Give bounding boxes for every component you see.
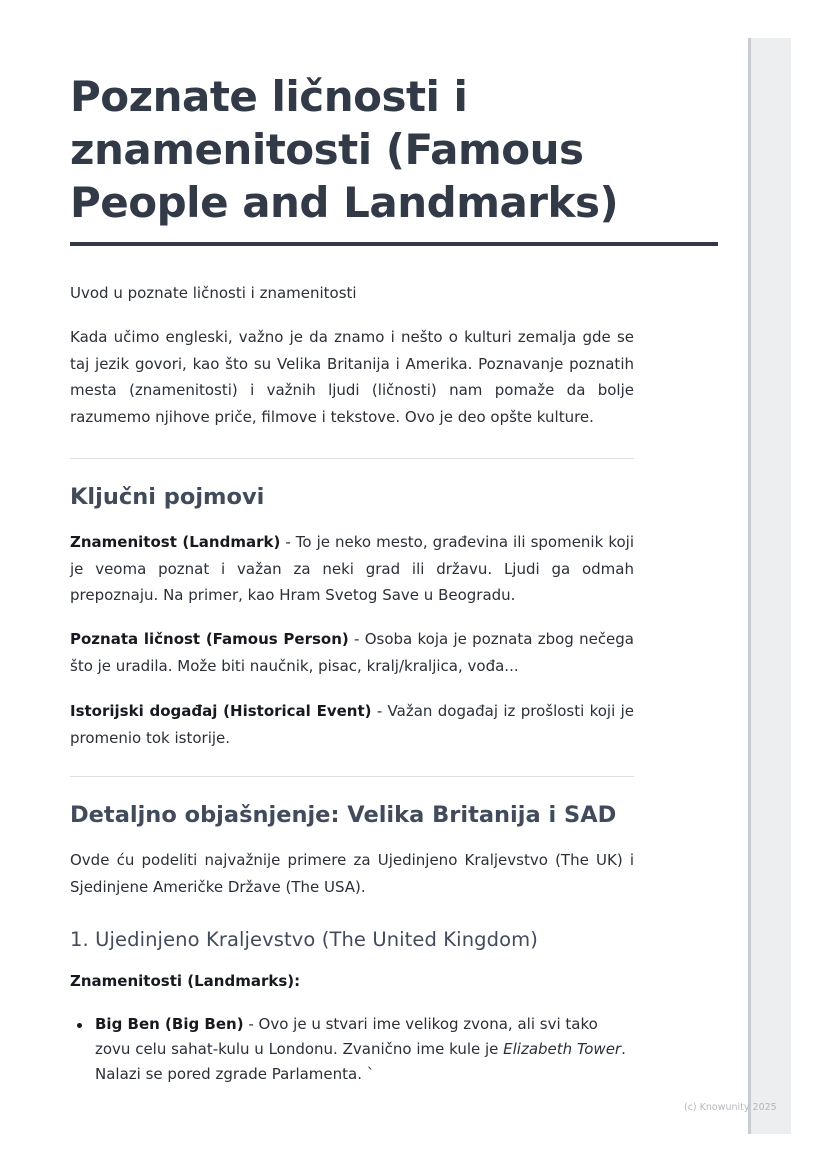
list-item [70,1012,634,1087]
definition-text: - Važan događaj iz prošlosti koji je promenio tok istorije. [70,702,634,747]
definition-term: Znamenitost (Landmark) [70,533,281,551]
intro-paragraph: Kada učimo engleski, važno je da znamo i nešto o kulturi zemalja gde se taj jezik govori, kao što su Velika Britanija i Amerika. Poznavanje poznatih mesta (znamenitosti) i važnih ljudi (ličnosti) nam pomaže da bolje razumemo njihove priče, filmove i tekstove. Ovo je deo opšte kulture. [70,328,634,426]
title-underline [70,242,718,246]
uk-heading: 1. Ujedinjeno Kraljevstvo (The United Kingdom) [70,928,538,951]
key-terms-heading: Ključni pojmovi [70,484,265,510]
definition-historical-event [70,698,634,751]
landmark-name: Big Ben (Big Ben) [95,1015,244,1033]
landmarks-list [70,1012,634,1087]
intro-heading: Uvod u poznate ličnosti i znamenitosti [70,284,357,302]
page-title: Poznate ličnosti i znamenitosti (Famous People and Landmarks) [70,72,619,227]
definition-landmark [70,529,634,609]
details-paragraph: Ovde ću podeliti najvažnije primere za Ujedinjeno Kraljevstvo (The UK) i Sjedinjene Američke Države (The USA). [70,851,634,896]
definition-term: Poznata ličnost (Famous Person) [70,630,349,648]
details-heading: Detaljno objašnjenje: Velika Britanija i SAD [70,802,617,828]
definition-text: - To je neko mesto, građevina ili spomenik koji je veoma poznat i važan za neki grad ili državu. Ljudi ga odmah prepoznaju. Na primer, kao Hram Svetog Save u Beogradu. [70,533,634,604]
definition-famous-person [70,626,634,679]
landmark-official-name: Elizabeth Tower [503,1040,622,1058]
document-title-block [70,70,634,229]
footer-copyright: (c) Knowunity 2025 [684,1102,777,1113]
page-edge-strip [748,38,791,1134]
bullet-icon [77,1023,82,1028]
definition-term: Istorijski događaj (Historical Event) [70,702,372,720]
landmarks-label: Znamenitosti (Landmarks): [70,972,301,990]
section-divider [70,776,634,777]
section-divider [70,458,634,459]
definition-text: - Osoba koja je poznata zbog nečega što je uradila. Može biti naučnik, pisac, kralj/kraljica, vođa... [70,630,635,675]
landmark-text-end: . Nalazi se pored zgrade Parlamenta. ` [95,1040,626,1083]
landmark-text: - Ovo je u stvari ime velikog zvona, ali svi tako zovu celu sahat-kulu u Londonu. Zvanično ime kule je [95,1015,598,1058]
